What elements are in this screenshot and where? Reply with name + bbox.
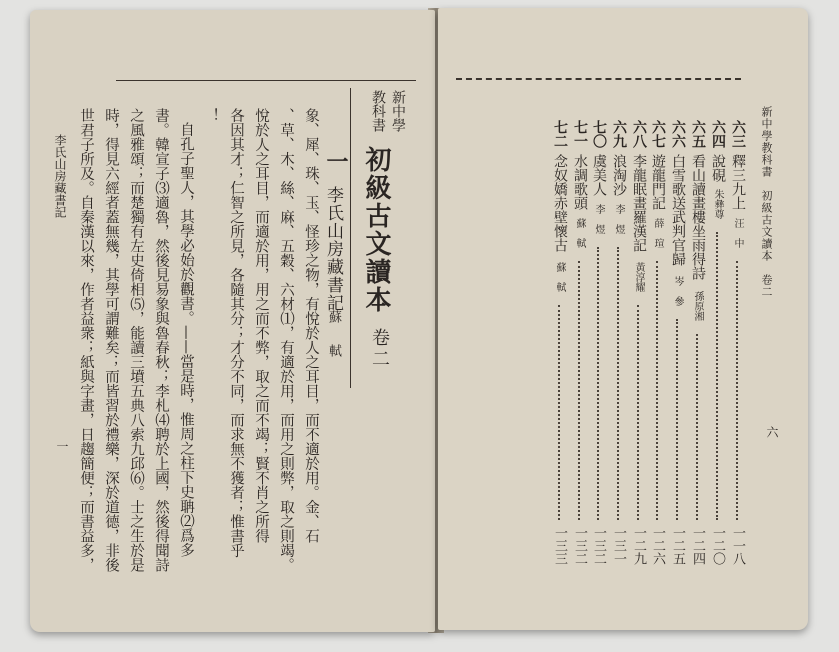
- body-column: ！: [203, 108, 219, 123]
- toc-entry-number: 六九: [611, 120, 627, 148]
- toc-entry-page: 一三二: [572, 526, 587, 565]
- toc-entry-author: 岑 參: [672, 276, 683, 306]
- toc-entry-page: 一二〇: [710, 526, 725, 565]
- toc-entry-title: 虞美人: [591, 154, 607, 196]
- body-column: 各因其才；仁智之所見，各隨其分；才分不同，而求無不獲者；惟書乎: [228, 108, 244, 558]
- toc-leader-dots: [676, 319, 678, 520]
- lesson-number: 一: [323, 150, 349, 172]
- toc-entry-title: 念奴嬌赤壁懷古: [552, 154, 568, 252]
- toc-entry-title: 浪淘沙: [611, 154, 627, 196]
- top-rule: [456, 78, 741, 80]
- toc-leader-dots: [617, 247, 619, 521]
- toc-entry-page: 一一八: [730, 526, 745, 565]
- toc-leader-dots: [558, 305, 560, 521]
- toc-entry-page: 一三一: [611, 526, 626, 565]
- toc-entry-title: 釋三九上: [730, 154, 746, 210]
- body-column: 、草、木、絲、麻、五穀、六材⑴，有適於用，而用之則弊，取之則竭。: [278, 108, 294, 572]
- toc-entry-number: 七二: [552, 120, 568, 148]
- header-divider: [350, 88, 351, 388]
- toc-entry-page: 一二四: [690, 526, 705, 565]
- toc-leader-dots: [696, 334, 698, 521]
- page-number: 六: [765, 426, 779, 438]
- series-label-top: 新中學: [390, 90, 406, 132]
- toc-leader-dots: [656, 261, 658, 520]
- toc-entry-page: 一二六: [650, 526, 665, 565]
- toc-entry-title: 看山讀畫樓坐雨得詩: [690, 154, 706, 280]
- toc-leader-dots: [637, 305, 639, 521]
- right-page: [438, 8, 808, 630]
- toc-entry-author: 蘇 軾: [554, 261, 565, 292]
- toc-entry-page: 一二五: [670, 526, 685, 565]
- lesson-title: 李氏山房藏書記: [323, 186, 343, 312]
- toc-entry-title: 李龍眠畫羅漢記: [631, 154, 647, 252]
- toc-entry-title: 水調歌頭: [572, 154, 588, 210]
- body-column: 象、犀、珠、玉、怪珍之物，有悅於人之耳目，而不適於用。金、石: [303, 108, 319, 543]
- body-column: 之風雅頌；而楚獨有左史倚相⑸，能讀三墳五典八索九邱⑹。士之生於是: [128, 108, 144, 572]
- margin-lesson-label: 李氏山房藏書記: [53, 134, 67, 218]
- body-column: 悅於人之耳目，而適於用，用之而不弊，取之而不竭；賢不肖之所得: [253, 108, 269, 543]
- toc-entry-number: 六八: [631, 120, 647, 148]
- toc-entry-number: 七〇: [591, 120, 607, 148]
- body-column: 世君子所及。自秦漢以來，作者益衆；紙與字畫，日趨簡便；而書益多，: [78, 108, 94, 572]
- toc-entry-number: 六七: [650, 120, 666, 148]
- toc-entry-number: 六六: [670, 120, 686, 148]
- toc-entry-number: 六三: [730, 120, 746, 148]
- toc-entry-number: 六四: [710, 120, 726, 148]
- toc-entry-author: 李 煜: [593, 203, 604, 234]
- toc-entry-author: 黃淳耀: [633, 261, 644, 292]
- body-column: 自孔子聖人，其學必始於觀書。——當是時，惟周之柱下史聃⑵爲多: [178, 122, 194, 557]
- toc-entry-author: 蘇 軾: [574, 218, 585, 248]
- series-label-bottom: 教科書: [370, 90, 386, 132]
- toc-leader-dots: [578, 261, 580, 520]
- toc-leader-dots: [736, 261, 738, 520]
- body-column: 時，得見六經者蓋無幾，其學可謂難矣；而皆習於禮樂，深於道德，非後: [103, 108, 119, 572]
- book-title: 初級古文讀本: [361, 146, 391, 314]
- toc-entry-author: 朱彝尊: [712, 189, 723, 219]
- toc-entry-title: 遊龍門記: [650, 154, 666, 210]
- toc-entry-number: 七一: [572, 120, 588, 148]
- toc-entry-author: 薛 瑄: [652, 218, 663, 248]
- toc-entry-author: 李 煜: [613, 203, 624, 234]
- left-page: [30, 10, 435, 632]
- margin-page-number: 一: [55, 440, 69, 452]
- toc-entry-page: 一三三: [552, 526, 567, 565]
- toc-entry-page: 一二九: [631, 526, 646, 565]
- toc-entry-author: 孫原湘: [692, 290, 703, 321]
- toc-entry-title: 說硯: [710, 154, 726, 182]
- body-column: 書。韓宣子⑶適魯，然後見易象與魯春秋；李札⑷聘於上國，然後得聞詩: [153, 108, 169, 572]
- top-rule: [116, 80, 416, 81]
- volume-label: 卷二: [369, 328, 390, 370]
- lesson-author: 蘇 軾: [326, 310, 341, 361]
- toc-entry-title: 白雪歌送武判官歸: [670, 154, 686, 266]
- toc-entry-author: 汪 中: [732, 218, 743, 248]
- toc-leader-dots: [716, 232, 718, 520]
- toc-entry-number: 六五: [690, 120, 706, 148]
- toc-entry-page: 一三二: [591, 526, 606, 565]
- toc-leader-dots: [597, 247, 599, 521]
- running-header: 新中學教科書 初級古文讀本 卷二: [760, 106, 773, 298]
